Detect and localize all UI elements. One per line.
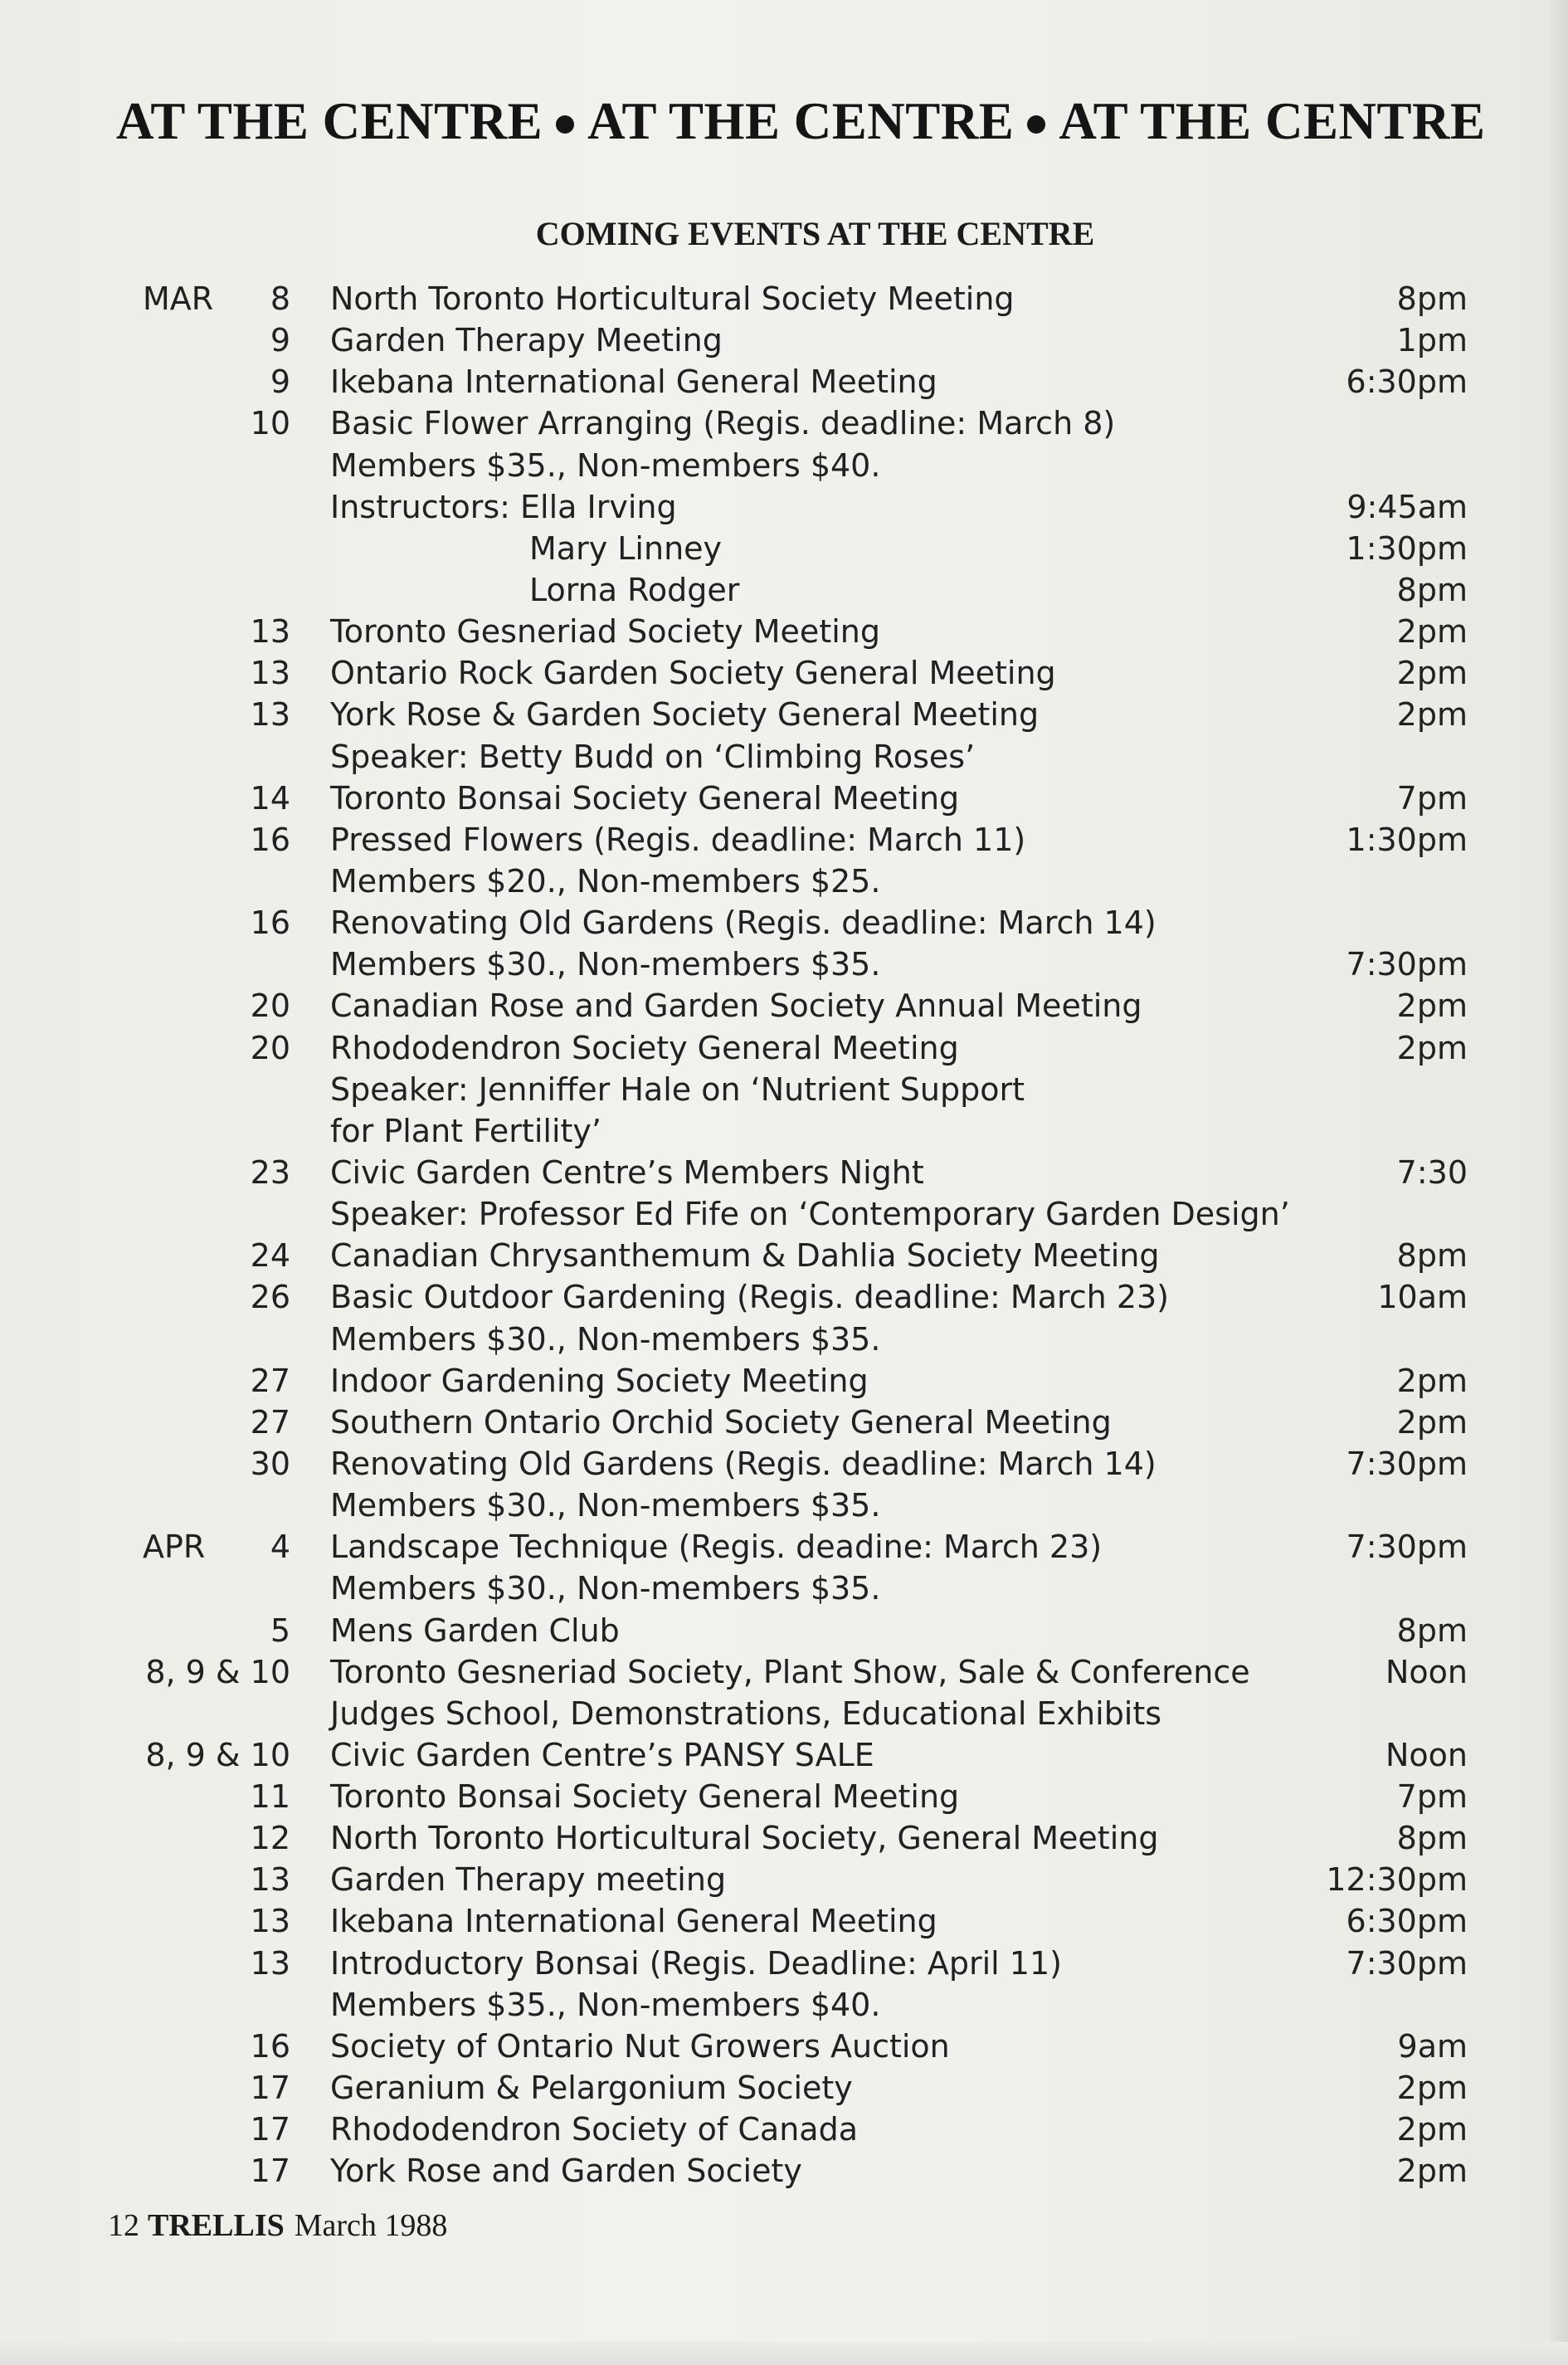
event-day: 24 [250, 1237, 290, 1275]
event-row [0, 1110, 1568, 1152]
bullet-icon [1027, 115, 1045, 134]
event-description: North Toronto Horticultural Society Meeting [330, 280, 1015, 317]
event-day: 14 [250, 779, 290, 817]
event-row [0, 1568, 1568, 1609]
event-time: 2pm [1396, 1029, 1468, 1066]
event-row [0, 2026, 1568, 2067]
event-row [0, 902, 1568, 944]
event-row [0, 361, 1568, 402]
event-time: 2pm [1396, 1403, 1468, 1441]
event-time: 8pm [1396, 1237, 1468, 1275]
event-day: 13 [250, 1903, 290, 1940]
event-row [0, 2109, 1568, 2150]
event-description: Canadian Rose and Garden Society Annual Meeting [330, 987, 1142, 1025]
event-description: Geranium & Pelargonium Society [330, 2070, 853, 2107]
event-row [0, 1360, 1568, 1402]
event-row [0, 985, 1568, 1026]
event-time: 12:30pm [1326, 1861, 1468, 1899]
event-description: Members $35., Non-members $40. [330, 446, 881, 484]
event-day: 26 [250, 1279, 290, 1316]
event-description: Pressed Flowers (Regis. deadline: March 11) [330, 821, 1026, 858]
event-description: Rhododendron Society General Meeting [330, 1029, 959, 1066]
event-row [0, 1276, 1568, 1318]
event-description: Renovating Old Gardens (Regis. deadline: March 14) [330, 905, 1157, 942]
event-row [0, 1984, 1568, 2026]
event-day: 20 [250, 987, 290, 1025]
event-row [0, 2150, 1568, 2192]
event-day: 13 [250, 1944, 290, 1982]
event-description: Ikebana International General Meeting [330, 1903, 937, 1940]
event-description: York Rose and Garden Society [330, 2153, 802, 2190]
event-row [0, 1776, 1568, 1817]
event-day: 17 [250, 2153, 290, 2190]
event-time: 7:30 [1396, 1153, 1468, 1191]
event-row [0, 1027, 1568, 1069]
event-row [0, 445, 1568, 486]
event-row [0, 1651, 1568, 1693]
event-row [0, 2067, 1568, 2109]
event-day: 9 [270, 363, 290, 401]
event-row [0, 1943, 1568, 1984]
event-description: Garden Therapy meeting [330, 1861, 727, 1899]
event-description: Indoor Gardening Society Meeting [330, 1362, 869, 1399]
event-description: Renovating Old Gardens (Regis. deadline: March 14) [330, 1445, 1157, 1482]
event-day: 8 [270, 280, 290, 317]
event-day: 30 [250, 1445, 290, 1482]
event-description: Members $30., Non-members $35. [330, 1320, 881, 1358]
event-row [0, 1859, 1568, 1900]
event-description: Southern Ontario Orchid Society General Meeting [330, 1403, 1112, 1441]
event-description: Landscape Technique (Regis. deadine: March 23) [330, 1529, 1103, 1566]
event-day: 12 [250, 1820, 290, 1857]
event-time: 6:30pm [1346, 1903, 1468, 1940]
event-description: Judges School, Demonstrations, Educational Exhibits [330, 1695, 1162, 1732]
event-time: 7pm [1396, 1778, 1468, 1816]
event-description: Canadian Chrysanthemum & Dahlia Society Meeting [330, 1237, 1160, 1275]
event-time: 1pm [1396, 322, 1468, 359]
event-day: 4 [270, 1529, 290, 1566]
event-time: 7:30pm [1346, 1445, 1468, 1482]
event-time: 8pm [1396, 1612, 1468, 1649]
event-description: Toronto Bonsai Society General Meeting [330, 1778, 960, 1816]
event-time: 2pm [1396, 2070, 1468, 2107]
event-time: 2pm [1396, 1362, 1468, 1399]
event-description: for Plant Fertility’ [330, 1112, 601, 1149]
event-month: APR [143, 1529, 206, 1566]
event-description: Rhododendron Society of Canada [330, 2111, 858, 2148]
event-time: 9am [1397, 2027, 1468, 2065]
event-row [0, 652, 1568, 694]
event-description: Mens Garden Club [330, 1612, 620, 1649]
event-description: Members $20., Non-members $25. [330, 862, 881, 900]
event-day: 13 [250, 655, 290, 692]
event-description: Ikebana International General Meeting [330, 363, 937, 401]
event-time: 1:30pm [1346, 529, 1468, 567]
event-description: Members $30., Non-members $35. [330, 1487, 881, 1524]
event-row [0, 569, 1568, 611]
event-row [0, 1319, 1568, 1360]
event-day: 8, 9 & 10 [145, 1736, 290, 1773]
event-row [0, 736, 1568, 778]
event-description: Speaker: Betty Budd on ‘Climbing Roses’ [330, 738, 976, 775]
event-time: 10am [1377, 1279, 1468, 1316]
event-time: 1:30pm [1346, 821, 1468, 858]
event-time: 2pm [1396, 696, 1468, 734]
event-day: 17 [250, 2111, 290, 2148]
event-description: Toronto Gesneriad Society Meeting [330, 613, 880, 651]
event-row [0, 861, 1568, 902]
event-month: MAR [143, 280, 214, 317]
event-day: 13 [250, 1861, 290, 1899]
event-day: 23 [250, 1153, 290, 1191]
event-description: Instructors: Ella Irving [330, 488, 677, 525]
event-description: Basic Outdoor Gardening (Regis. deadline: March 23) [330, 1279, 1170, 1316]
event-day: 16 [250, 905, 290, 942]
event-row [0, 1900, 1568, 1942]
event-time: 7pm [1396, 779, 1468, 817]
events-list [0, 278, 1568, 2192]
event-row [0, 819, 1568, 861]
event-description: Mary Linney [529, 529, 723, 567]
event-day: 27 [250, 1403, 290, 1441]
events-heading: COMING EVENTS AT THE CENTRE [535, 215, 1095, 252]
event-time: 8pm [1396, 280, 1468, 317]
event-row [0, 1693, 1568, 1734]
header-segment: AT THE CENTRE [116, 92, 543, 150]
event-time: 7:30pm [1346, 1529, 1468, 1566]
event-time: 2pm [1396, 2153, 1468, 2190]
event-row [0, 1402, 1568, 1443]
event-row [0, 1443, 1568, 1485]
event-description: Ontario Rock Garden Society General Meeting [330, 655, 1056, 692]
event-description: Garden Therapy Meeting [330, 322, 723, 359]
event-row [0, 1526, 1568, 1568]
event-day: 11 [250, 1778, 290, 1816]
header-segment: AT THE CENTRE [587, 92, 1015, 150]
event-row [0, 1817, 1568, 1859]
event-row [0, 1152, 1568, 1193]
event-day: 8, 9 & 10 [145, 1653, 290, 1690]
event-description: Introductory Bonsai (Regis. Deadline: April 11) [330, 1944, 1062, 1982]
event-time: 2pm [1396, 987, 1468, 1025]
event-row [0, 528, 1568, 569]
event-row [0, 1610, 1568, 1651]
event-row [0, 611, 1568, 652]
event-day: 27 [250, 1362, 290, 1399]
event-day: 13 [250, 613, 290, 651]
event-day: 13 [250, 696, 290, 734]
event-time: 6:30pm [1346, 363, 1468, 401]
event-description: Civic Garden Centre’s PANSY SALE [330, 1736, 874, 1773]
page-number: 12 [108, 2208, 139, 2243]
event-row [0, 319, 1568, 361]
event-row [0, 944, 1568, 985]
event-row [0, 402, 1568, 444]
event-row [0, 1734, 1568, 1776]
event-description: Members $30., Non-members $35. [330, 1570, 881, 1607]
event-time: 2pm [1396, 2111, 1468, 2148]
event-description: Toronto Bonsai Society General Meeting [330, 779, 960, 817]
event-day: 16 [250, 2027, 290, 2065]
event-day: 10 [250, 405, 290, 442]
event-time: 8pm [1396, 1820, 1468, 1857]
page-bottom-edge [0, 2342, 1568, 2365]
event-description: Society of Ontario Nut Growers Auction [330, 2027, 950, 2065]
event-row [0, 486, 1568, 528]
event-description: Speaker: Professor Ed Fife on ‘Contemporary Garden Design’ [330, 1196, 1290, 1233]
event-description: Basic Flower Arranging (Regis. deadline: March 8) [330, 405, 1116, 442]
event-time: 8pm [1396, 571, 1468, 608]
event-day: 9 [270, 322, 290, 359]
event-day: 20 [250, 1029, 290, 1066]
event-time: 2pm [1396, 655, 1468, 692]
event-row [0, 694, 1568, 735]
event-time: 7:30pm [1346, 946, 1468, 983]
event-description: York Rose & Garden Society General Meeting [330, 696, 1040, 734]
event-day: 17 [250, 2070, 290, 2107]
event-time: Noon [1385, 1653, 1468, 1690]
event-day: 5 [270, 1612, 290, 1649]
event-row [0, 1485, 1568, 1526]
event-row [0, 1069, 1568, 1110]
event-row [0, 1235, 1568, 1276]
event-description: Members $35., Non-members $40. [330, 1986, 881, 2023]
section-header [116, 91, 1510, 152]
event-time: Noon [1385, 1736, 1468, 1773]
event-description: Speaker: Jenniffer Hale on ‘Nutrient Support [330, 1070, 1025, 1108]
page-footer [108, 2207, 447, 2244]
event-row [0, 778, 1568, 819]
event-row [0, 1193, 1568, 1235]
event-time: 9:45am [1346, 488, 1468, 525]
event-row [0, 278, 1568, 319]
issue-date: March 1988 [294, 2208, 448, 2243]
event-day: 16 [250, 821, 290, 858]
event-time: 2pm [1396, 613, 1468, 651]
event-time: 7:30pm [1346, 1944, 1468, 1982]
event-description: Lorna Rodger [529, 571, 740, 608]
event-description: North Toronto Horticultural Society, General Meeting [330, 1820, 1159, 1857]
event-description: Civic Garden Centre’s Members Night [330, 1153, 924, 1191]
bullet-icon [556, 115, 574, 134]
event-description: Toronto Gesneriad Society, Plant Show, Sale & Conference [330, 1653, 1250, 1690]
event-description: Members $30., Non-members $35. [330, 946, 881, 983]
publication-name: TRELLIS [148, 2208, 285, 2243]
header-segment: AT THE CENTRE [1059, 92, 1486, 150]
